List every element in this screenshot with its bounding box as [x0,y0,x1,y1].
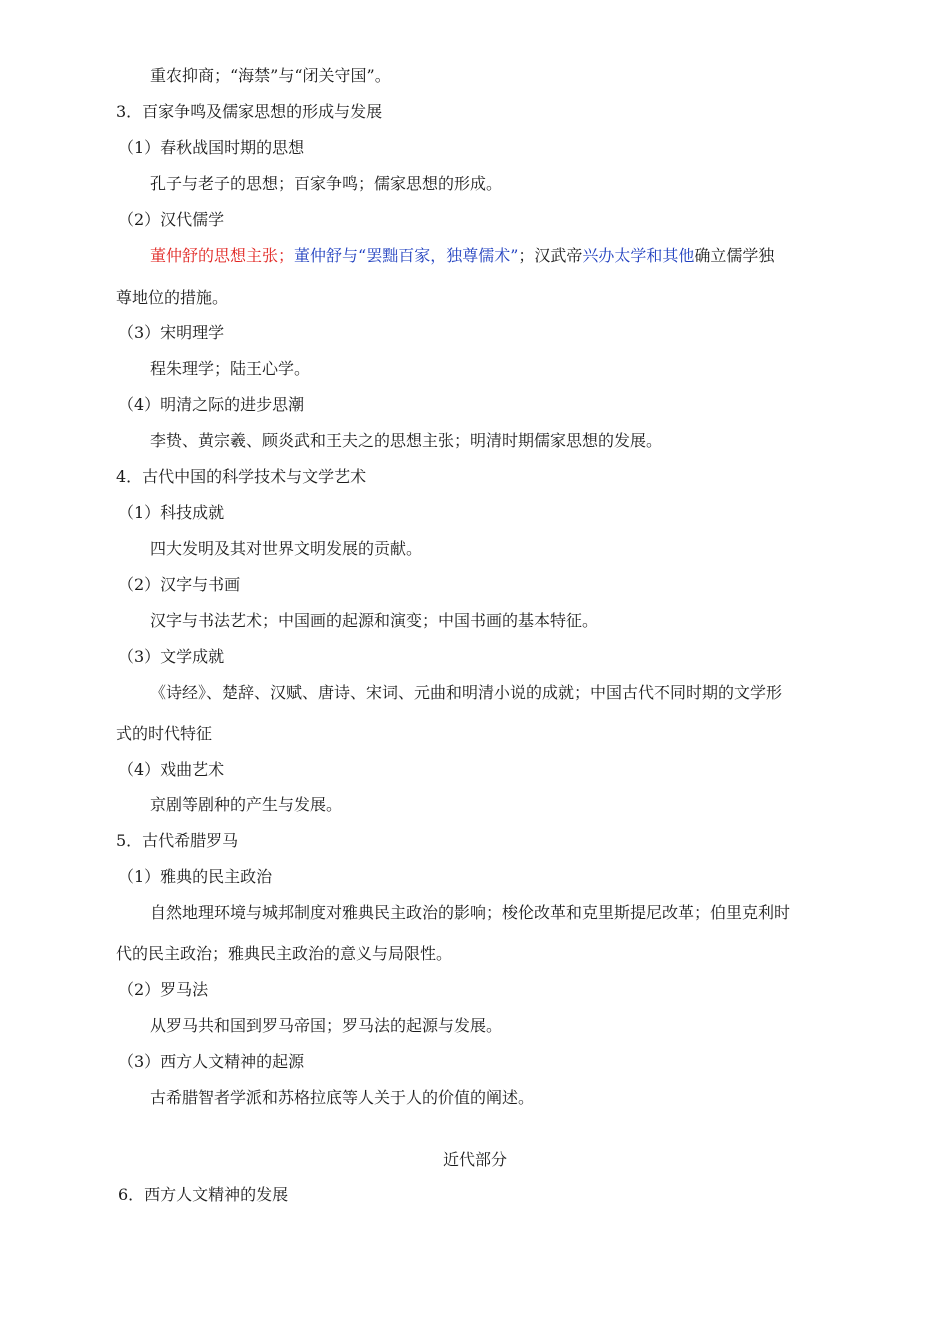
text-line-continuation: 尊地位的措施。 [116,288,229,307]
blue-highlight-text: 兴办太学和其他 [582,246,695,265]
subheading: （1）春秋战国时期的思想 [118,138,305,157]
subheading: （2）罗马法 [118,980,209,999]
text-line: 程朱理学；陆王心学。 [150,359,311,378]
subheading: （2）汉字与书画 [118,575,241,594]
highlighted-text-line [150,245,774,267]
part-title: 近代部分 [442,1150,507,1169]
plain-text: ；汉武帝 [518,246,583,265]
text-line: 孔子与老子的思想；百家争鸣；儒家思想的形成。 [150,174,503,193]
subheading: （1）科技成就 [118,503,225,522]
subheading: （2）汉代儒学 [118,210,225,229]
text-line-continuation: 代的民主政治；雅典民主政治的意义与局限性。 [116,944,453,963]
subheading: （4）戏曲艺术 [118,760,225,779]
text-line: 从罗马共和国到罗马帝国；罗马法的起源与发展。 [150,1016,503,1035]
blue-highlight-text: 董仲舒与“罢黜百家，独尊儒术” [294,246,519,265]
plain-text: 确立儒学独 [694,246,775,265]
text-line: 京剧等剧种的产生与发展。 [150,795,343,814]
text-line: 古希腊智者学派和苏格拉底等人关于人的价值的阐述。 [150,1088,535,1107]
subheading: （4）明清之际的进步思潮 [118,395,305,414]
section-heading-6: 6．西方人文精神的发展 [118,1185,289,1204]
text-line: 四大发明及其对世界文明发展的贡献。 [150,539,423,558]
red-highlight-text: 董仲舒的思想主张； [150,246,295,265]
section-heading-5: 5．古代希腊罗马 [116,831,239,850]
text-line: 自然地理环境与城邦制度对雅典民主政治的影响；梭伦改革和克里斯提尼改革；伯里克利时 [150,903,791,922]
text-line: 汉字与书法艺术；中国画的起源和演变；中国书画的基本特征。 [150,611,599,630]
subheading: （3）西方人文精神的起源 [118,1052,305,1071]
section-heading-4: 4．古代中国的科学技术与文学艺术 [116,467,367,486]
text-line-continuation: 式的时代特征 [116,724,213,743]
text-line: 《诗经》、楚辞、汉赋、唐诗、宋词、元曲和明清小说的成就；中国古代不同时期的文学形 [150,683,783,702]
section-heading-3: 3．百家争鸣及儒家思想的形成与发展 [116,102,383,121]
subheading: （3）文学成就 [118,647,225,666]
subheading: （1）雅典的民主政治 [118,867,273,886]
text-line: 重农抑商；“海禁”与“闭关守国”。 [150,66,391,85]
subheading: （3）宋明理学 [118,323,225,342]
text-line: 李贽、黄宗羲、顾炎武和王夫之的思想主张；明清时期儒家思想的发展。 [150,431,663,450]
